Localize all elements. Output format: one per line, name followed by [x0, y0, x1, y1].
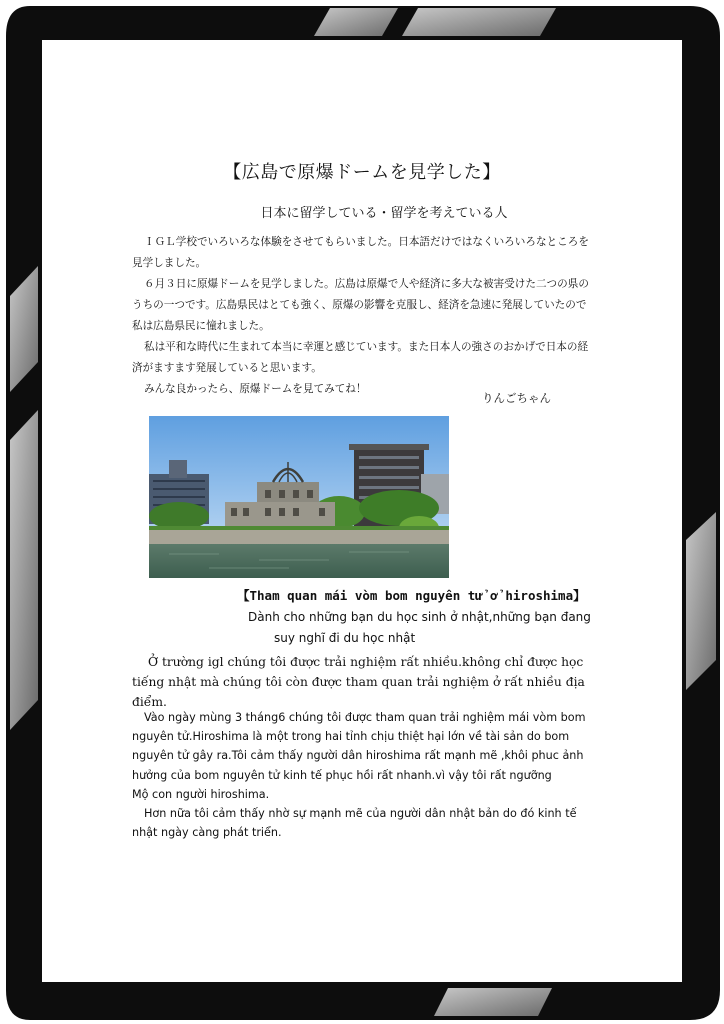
page-title: 【広島で原爆ドームを見学した】 — [223, 162, 501, 183]
vietnamese-title: 【Tham quan mái vòm bom nguyên tử ở hiroshima】 — [237, 588, 586, 603]
japanese-body — [132, 232, 597, 400]
jp-paragraph-1: ＩＧＬ学校でいろいろな体験をさせてもらいました。日本語だけではなくいろいろなところを見学しました。 — [132, 236, 589, 269]
document-page — [42, 40, 682, 982]
jp-paragraph-4: みんな良かったら、原爆ドームを見てみてね！ — [144, 383, 367, 395]
vn-paragraph-2: Hơn nữa tôi cảm thấy nhờ sự mạnh mẽ của người dân nhật bản do đó kinh tế nhật ngày càng phát triển. — [132, 807, 577, 840]
frame-stripe-bottom — [434, 988, 552, 1016]
vietnamese-subtitle-line-2: suy nghĩ đi du học nhật — [274, 631, 416, 645]
genbaku-dome-photo — [149, 416, 449, 578]
frame-stripe-left-2 — [10, 410, 38, 730]
vietnamese-intro: Ở trường igl chúng tôi được trải nghiệm rất nhiều.không chỉ được học tiếng nhật mà chúng tôi còn được tham quan trải nghiệm ở rất nhiều địa điểm. — [132, 655, 585, 709]
frame-stripe-top-2 — [402, 8, 556, 36]
jp-paragraph-2: ６月３日に原爆ドームを見学しました。広島は原爆で人や経済に多大な被害受けた二つの県のうちの一つです。広島県民はとても強く、原爆の影響を克服し、経済を急速に発展していたので私は広島県民に憧れました。 — [132, 278, 589, 332]
jp-paragraph-3: 私は平和な時代に生まれて本当に幸運と感じています。また日本人の強さのおかげで日本の経済がますます発展していると思います。 — [132, 341, 589, 374]
vietnamese-body — [132, 708, 597, 842]
author-signature: りんごちゃん — [482, 391, 551, 405]
vietnamese-subtitle-line-1: Dành cho những bạn du học sinh ở nhật,những bạn đang — [248, 610, 591, 624]
frame-stripe-right-1 — [686, 512, 716, 690]
vn-paragraph-1-end: Mộ con người hiroshima. — [132, 787, 270, 801]
vn-paragraph-1: Vào ngày mùng 3 tháng6 chúng tôi được tham quan trải nghiệm mái vòm bom nguyên tử.Hiroshima là một trong hai tỉnh chịu thiệt hại lớn về tài sản do bom nguyên tử gây ra.Tôi cảm thấy người dân hiroshima rất mạnh mẽ ,khôi phuc ảnh hưởng của bom nguyên tử kinh tế phục hồi rất nhanh.vì vậy tôi rất ngưỡng — [132, 711, 586, 782]
page-subtitle: 日本に留学している・留学を考えている人 — [260, 206, 508, 221]
